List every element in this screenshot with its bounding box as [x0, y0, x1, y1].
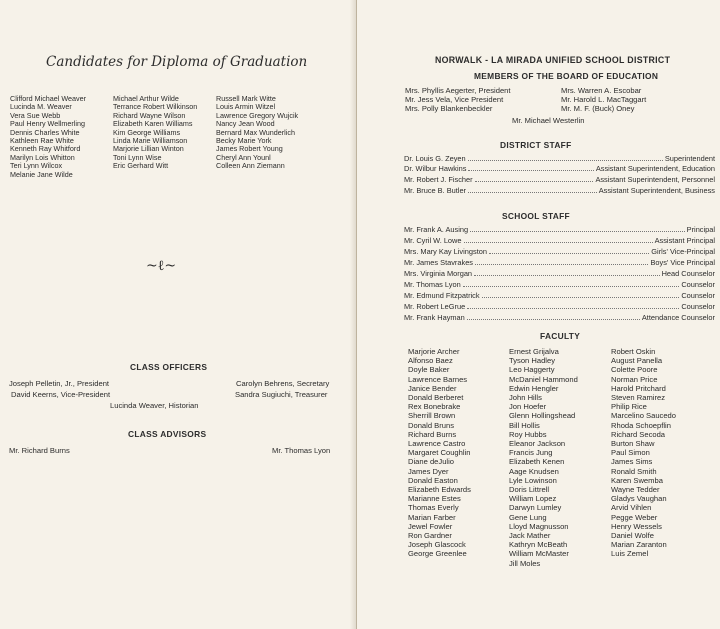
faculty-name: Burton Shaw — [611, 439, 655, 449]
board-member: Mr. M. F. (Buck) Oney — [561, 104, 635, 114]
ornament-flourish: ~ℓ~ — [146, 258, 177, 274]
candidate-name: Nancy Jean Wood — [216, 119, 275, 129]
officer-historian: Lucinda Weaver, Historian — [110, 401, 199, 410]
district-staff-row: Dr. Wilbur Hawkins Assistant Superintendent, Education — [404, 164, 715, 173]
candidate-name: Melanie Jane Wilde — [10, 169, 73, 179]
candidate-name: Colleen Ann Ziemann — [216, 161, 285, 171]
faculty-name: Ronald Smith — [611, 466, 657, 476]
advisor-name: Mr. Richard Burns — [9, 446, 70, 455]
faculty-name: McDaniel Hammond — [509, 374, 578, 384]
faculty-column-3 — [611, 347, 676, 559]
board-members-right — [561, 86, 646, 114]
faculty-name: Roy Hubbs — [509, 429, 547, 439]
school-staff-row: Mr. Frank Hayman Attendance Counselor — [404, 313, 715, 322]
candidate-name: Kim George Williams — [113, 127, 181, 137]
faculty-name: John Hills — [509, 393, 542, 403]
faculty-name: Glenn Hollingshead — [509, 411, 576, 421]
school-staff-row: Mr. Cyril W. Lowe Assistant Principal — [404, 236, 715, 245]
faculty-name: Margaret Coughlin — [408, 448, 471, 458]
faculty-column-1 — [408, 347, 471, 559]
candidate-name: Marilyn Lois Whitton — [10, 152, 75, 162]
faculty-name: Marian Zaranton — [611, 540, 667, 550]
faculty-name: Marcelino Saucedo — [611, 411, 677, 421]
faculty-name: Ron Gardner — [408, 531, 452, 541]
candidate-name: Vera Sue Webb — [10, 110, 61, 120]
candidate-name: Cheryl Ann Younl — [216, 152, 271, 162]
faculty-name: Edwin Hengler — [509, 383, 559, 393]
officer-vice-president: David Keerns, Vice-President — [11, 390, 111, 399]
candidate-name: Elizabeth Karen Williams — [113, 119, 193, 129]
faculty-name: Lloyd Magnusson — [509, 521, 569, 531]
faculty-name: Marianne Estes — [408, 494, 461, 504]
faculty-name: Aage Knudsen — [509, 466, 559, 476]
board-heading: MEMBERS OF THE BOARD OF EDUCATION — [474, 71, 659, 81]
faculty-name: George Greenlee — [408, 549, 467, 559]
candidate-name: Clifford Michael Weaver — [10, 94, 87, 103]
faculty-name: Elizabeth Kenen — [509, 457, 565, 467]
faculty-name: William Lopez — [509, 494, 557, 504]
faculty-name: Philip Rice — [611, 402, 647, 412]
district-title: NORWALK - LA MIRADA UNIFIED SCHOOL DISTRICT — [435, 55, 671, 65]
board-member: Mr. Harold L. MacTaggart — [561, 95, 647, 105]
faculty-name: Richard Secoda — [611, 429, 666, 439]
school-staff-row: Mr. Edmund Fitzpatrick Counselor — [404, 291, 715, 300]
faculty-name: Harold Pritchard — [611, 383, 666, 393]
faculty-name: James Dyer — [408, 466, 449, 476]
faculty-name: James Sims — [611, 457, 653, 467]
faculty-name: Marian Farber — [408, 512, 456, 522]
board-member: Mrs. Polly Blankenbeckler — [405, 104, 493, 114]
faculty-heading: FACULTY — [540, 331, 581, 341]
faculty-name: William McMaster — [509, 549, 569, 559]
school-staff-row: Mrs. Virginia Morgan Head Counselor — [404, 269, 715, 278]
board-members-left — [405, 86, 511, 114]
faculty-name: Steven Ramirez — [611, 393, 666, 403]
candidate-name: Linda Marie Williamson — [113, 136, 188, 146]
faculty-name: Joseph Glascock — [408, 540, 466, 550]
candidate-name: Kenneth Ray Whitford — [10, 144, 81, 154]
candidate-name: Dennis Charles White — [10, 127, 80, 137]
candidates-column-2 — [113, 95, 197, 171]
board-member: Mr. Michael Westerlin — [512, 116, 585, 125]
faculty-name: Jon Hoefer — [509, 402, 547, 412]
faculty-name: Donald Easton — [408, 475, 458, 485]
candidate-name: Marjorie Lillian Winton — [113, 144, 184, 154]
faculty-name: Richard Burns — [408, 429, 457, 439]
school-staff-row: Mrs. Mary Kay Livingston Girls' Vice-Principal — [404, 247, 715, 256]
candidate-name: Russell Mark Witte — [216, 94, 276, 103]
faculty-name: Gladys Vaughan — [611, 494, 667, 504]
faculty-name: Rhoda Schoepflin — [611, 420, 671, 430]
faculty-name: Lyle Lowinson — [509, 475, 557, 485]
faculty-name: Leo Haggerty — [509, 365, 555, 375]
candidate-name: Kathleen Rae White — [10, 136, 74, 146]
district-staff-row: Dr. Louis G. Zeyen Superintendent — [404, 154, 715, 163]
candidate-name: Toni Lynn Wise — [113, 152, 162, 162]
candidate-name: Bernard Max Wunderlich — [216, 127, 295, 137]
advisor-name: Mr. Thomas Lyon — [272, 446, 331, 455]
right-page — [357, 0, 720, 629]
graduation-title: Candidates for Diploma of Graduation — [46, 54, 308, 70]
faculty-name: Robert Oskin — [611, 347, 656, 356]
board-member: Mrs. Phyllis Aegerter, President — [405, 86, 511, 95]
faculty-name: Janice Bender — [408, 383, 457, 393]
faculty-name: Jewel Fowler — [408, 521, 453, 531]
district-staff-row: Mr. Robert J. Fischer Assistant Superintendent, Personnel — [404, 175, 715, 184]
candidates-column-3 — [216, 95, 298, 171]
faculty-name: Wayne Tedder — [611, 485, 660, 495]
candidates-column-1 — [10, 95, 86, 179]
school-staff-row: Mr. Robert LeGrue Counselor — [404, 302, 715, 311]
officer-secretary: Carolyn Behrens, Secretary — [236, 379, 330, 388]
faculty-name: Donald Berberet — [408, 393, 464, 403]
candidate-name: James Robert Young — [216, 144, 283, 154]
officer-treasurer: Sandra Sugiuchi, Treasurer — [235, 390, 328, 399]
faculty-name: Marjorie Archer — [408, 347, 460, 356]
faculty-name: Jill Moles — [509, 558, 541, 568]
faculty-name: Alfonso Baez — [408, 356, 453, 366]
board-member: Mr. Jess Vela, Vice President — [405, 95, 504, 105]
school-staff-heading: SCHOOL STAFF — [502, 211, 570, 221]
candidate-name: Eric Gerhard Witt — [113, 161, 169, 171]
faculty-name: Francis Jung — [509, 448, 553, 458]
candidate-name: Lawrence Gregory Wujcik — [216, 110, 299, 120]
faculty-name: Colette Poore — [611, 365, 658, 375]
left-page — [0, 0, 357, 629]
class-officers-heading: CLASS OFFICERS — [130, 362, 208, 372]
faculty-name: Henry Wessels — [611, 521, 662, 531]
school-staff-row: Mr. Frank A. Ausing Principal — [404, 225, 715, 234]
district-staff-row: Mr. Bruce B. Butler Assistant Superintendent, Business — [404, 186, 715, 195]
candidate-name: Michael Arthur Wilde — [113, 94, 179, 103]
candidate-name: Lucinda M. Weaver — [10, 102, 72, 112]
board-member: Mrs. Warren A. Escobar — [561, 86, 642, 95]
candidate-name: Richard Wayne Wilson — [113, 110, 186, 120]
faculty-name: Arvid Vihlen — [611, 503, 652, 513]
faculty-name: Kathryn McBeath — [509, 540, 568, 550]
class-advisors-heading: CLASS ADVISORS — [128, 429, 207, 439]
faculty-name: Thomas Everly — [408, 503, 459, 513]
candidate-name: Louis Armin Witzel — [216, 102, 276, 112]
faculty-name: Rex Bonebrake — [408, 402, 461, 412]
faculty-name: Lawrence Barnes — [408, 374, 468, 384]
candidate-name: Teri Lynn Wilcox — [10, 161, 63, 171]
faculty-name: Gene Lung — [509, 512, 547, 522]
faculty-name: Jack Mather — [509, 531, 551, 541]
faculty-name: Luis Zemel — [611, 549, 649, 559]
faculty-name: Bill Hollis — [509, 420, 540, 430]
officer-president: Joseph Pelletin, Jr., President — [9, 379, 110, 388]
school-staff-row: Mr. James Stavrakes Boys' Vice Principal — [404, 258, 715, 267]
faculty-name: Darwyn Lumley — [509, 503, 562, 513]
faculty-name: Tyson Hadley — [509, 356, 556, 366]
faculty-name: Karen Swemba — [611, 475, 663, 485]
candidate-name: Terrance Robert Wilkinson — [113, 102, 198, 112]
faculty-name: Ernest Grijalva — [509, 347, 559, 356]
faculty-name: Donald Bruns — [408, 420, 455, 430]
faculty-name: Paul Simon — [611, 448, 650, 458]
faculty-name: Doyle Baker — [408, 365, 450, 375]
faculty-name: Daniel Wolfe — [611, 531, 654, 541]
faculty-name: Diane deJulio — [408, 457, 455, 467]
faculty-name: Eleanor Jackson — [509, 439, 566, 449]
faculty-name: Norman Price — [611, 374, 658, 384]
candidate-name: Paul Henry Wellmerling — [10, 119, 85, 129]
faculty-name: Elizabeth Edwards — [408, 485, 471, 495]
faculty-name: August Panella — [611, 356, 663, 366]
faculty-name: Pegge Weber — [611, 512, 658, 522]
school-staff-row: Mr. Thomas Lyon Counselor — [404, 280, 715, 289]
faculty-name: Lawrence Castro — [408, 439, 466, 449]
faculty-column-2 — [509, 347, 578, 568]
faculty-name: Doris Littrell — [509, 485, 550, 495]
district-staff-heading: DISTRICT STAFF — [500, 140, 572, 150]
candidate-name: Becky Marie York — [216, 136, 272, 146]
faculty-name: Sherrill Brown — [408, 411, 456, 421]
